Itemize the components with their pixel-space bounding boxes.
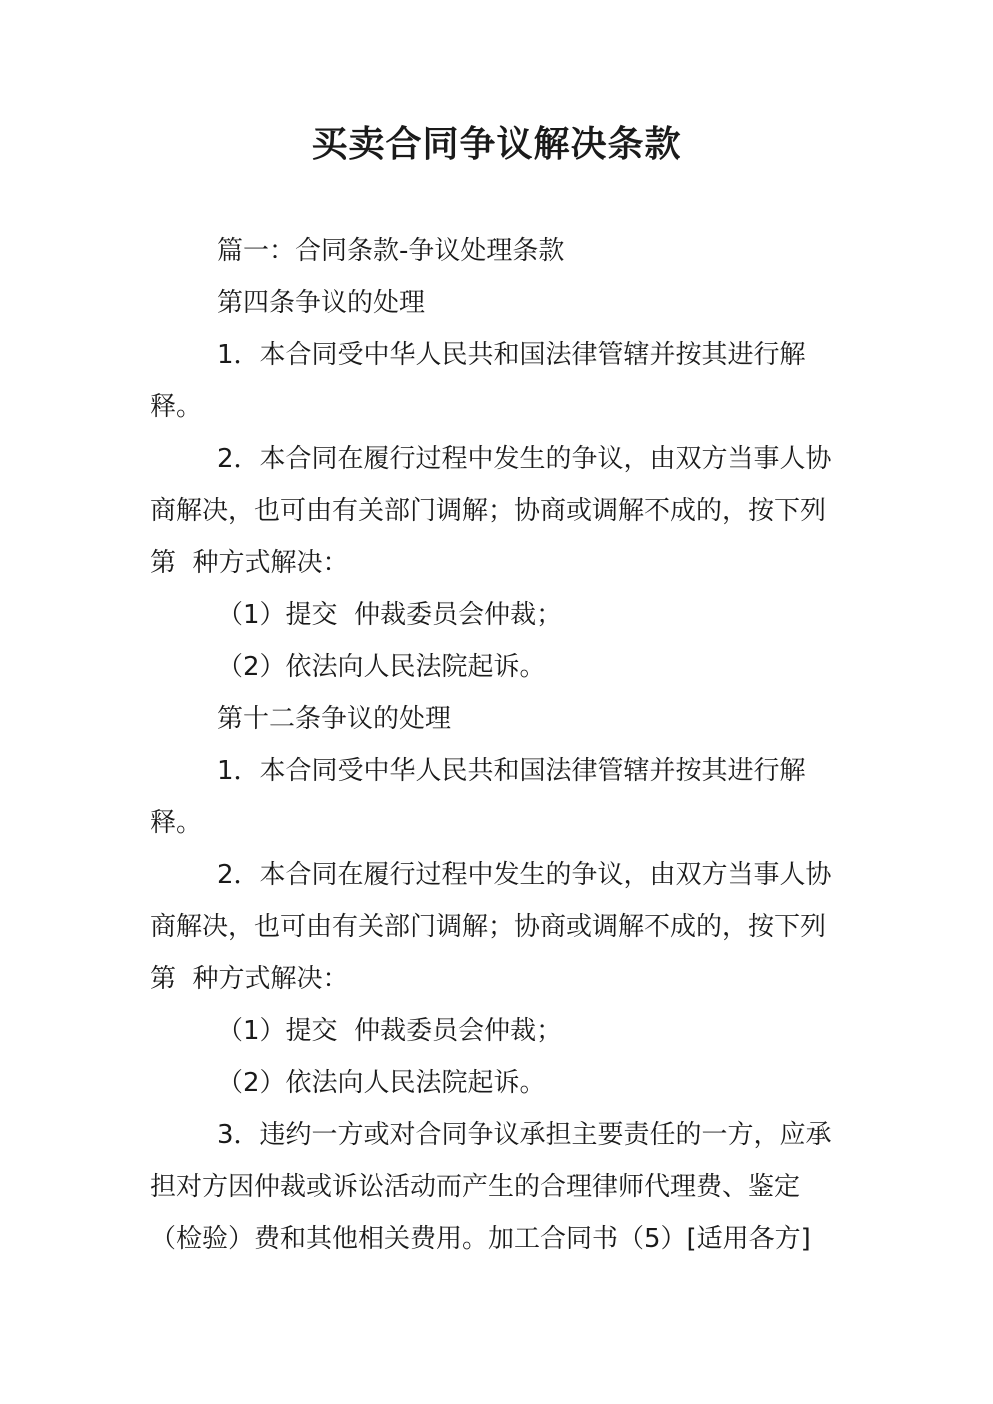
paragraph-option: （2）依法向人民法院起诉。 <box>217 1068 546 1098</box>
document-title: 买卖合同争议解决条款 <box>311 124 682 165</box>
paragraph-clause: 1．本合同受中华人民共和国法律管辖并按其进行解释。 <box>150 340 806 422</box>
paragraph-clause: 2．本合同在履行过程中发生的争议，由双方当事人协商解决，也可由有关部门调解；协商或调解不成的，按下列第 种方式解决： <box>150 444 832 578</box>
paragraph-option: （1）提交 仲裁委员会仲裁； <box>217 600 563 630</box>
paragraph-article-heading: 第四条争议的处理 <box>217 288 426 318</box>
paragraph-clause: 2．本合同在履行过程中发生的争议，由双方当事人协商解决，也可由有关部门调解；协商或调解不成的，按下列第 种方式解决： <box>150 860 832 994</box>
paragraph-article-heading: 第十二条争议的处理 <box>217 704 452 734</box>
paragraph-clause: 3．违约一方或对合同争议承担主要责任的一方，应承担对方因仲裁或诉讼活动而产生的合理律师代理费、鉴定（检验）费和其他相关费用。加工合同书（5）[适用各方] <box>150 1120 832 1254</box>
document-body <box>150 225 850 1265</box>
paragraph-option: （2）依法向人民法院起诉。 <box>217 652 546 682</box>
paragraph-clause: 1．本合同受中华人民共和国法律管辖并按其进行解释。 <box>150 756 806 838</box>
paragraph-option: （1）提交 仲裁委员会仲裁； <box>217 1016 563 1046</box>
paragraph-section-heading: 篇一：合同条款-争议处理条款 <box>217 236 565 266</box>
